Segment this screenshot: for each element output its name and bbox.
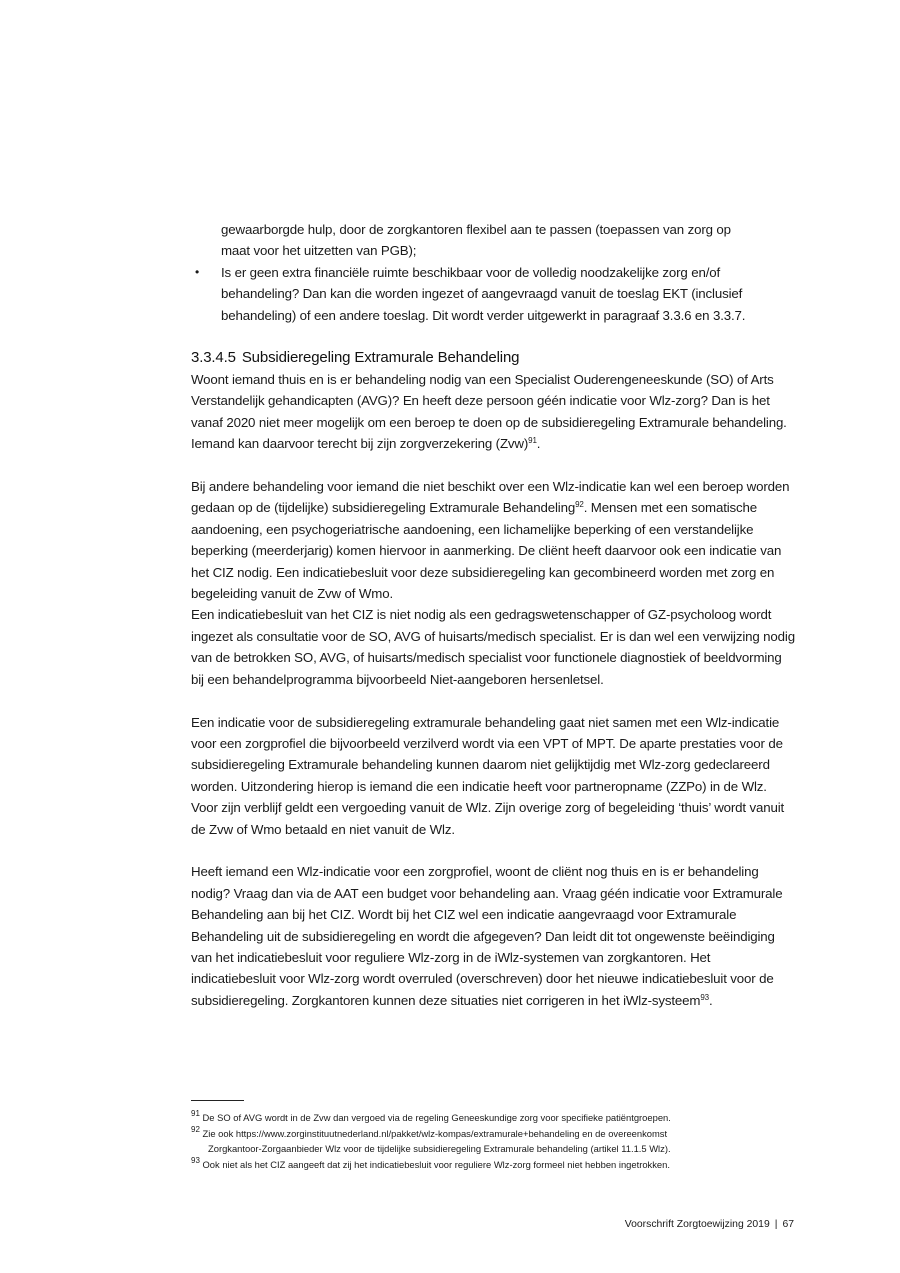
footnotes [191,1100,796,1172]
paragraph-2 [191,476,796,604]
page-body [191,219,796,1011]
footnote-separator [191,1100,244,1101]
bullet-line: Is er geen extra financiële ruimte beschikbaar voor de volledig noodzakelijke zorg en/of [221,264,721,280]
footer-separator: | [774,1219,778,1230]
bullet-line: gewaarborgde hulp, door de zorgkantoren flexibel aan te passen (toepassen van zorg op [221,222,731,237]
footer-title: Voorschrift Zorgtoewijzing 2019 [624,1219,770,1230]
paragraph-3: Een indicatiebesluit van het CIZ is niet nodig als een gedragswetenschapper of GZ-psycholoog wordt ingezet als consultatie voor de SO, AVG of huisarts/medisch specialist. Er is dan wel een verwijzing nodig van de betrokken SO, AVG, of huisarts/medisch specialist voor functionele diagnostiek of beeldvorming bij een behandelprogramma bijvoorbeeld Niet-aangeboren hersenletsel. [191,607,795,687]
footnote-number: 93 [191,1155,200,1165]
footnote-number: 91 [191,1109,200,1118]
bullet-line: behandeling) of een andere toeslag. Dit wordt verder uitgewerkt in paragraaf 3.3.6 en 3.3.7. [221,307,746,323]
bullet-item [191,262,796,326]
paragraph-text: Bij andere behandeling voor iemand die niet beschikt over een Wlz-indicatie kan wel een beroep worden gedaan op de (tijdelijke) subsidieregeling Extramurale Behandeling [191,479,790,516]
footnote-link-text[interactable]: Zie ook https://www.zorginstituutnederland.nl/pakket/wlz-kompas/extramurale+behandeling en de overeenkomst [202,1127,668,1139]
section-heading [191,347,796,369]
bullet-list [191,219,796,326]
bullet-line: maat voor het uitzetten van PGB); [221,243,417,259]
footnote-93 [191,1157,796,1173]
section-title: Subsidieregeling Extramurale Behandeling [241,349,520,367]
footnote-ref-91[interactable]: 91 [528,436,537,446]
footnote-text: Zorgkantoor-Zorgaanbieder Wlz voor de tijdelijke subsidieregeling Extramurale behandeling (artikel 11.1.5 Wlz). [208,1143,671,1154]
paragraph-4: Een indicatie voor de subsidieregeling extramurale behandeling gaat niet samen met een Wlz-indicatie voor een zorgprofiel die bijvoorbeeld verzilverd wordt via een VPT of MPT. De aparte prestaties voor de subsidieregeling Extramurale behandeling kunnen daarom niet gelijktijdig met Wlz-zorg gedeclareerd worden. Uitzondering hierop is iemand die een indicatie heeft voor partneropname (ZZPo) in de Wlz. Voor zijn verblijf geldt een vergoeding vanuit de Wlz. Zijn overige zorg of begeleiding ‘thuis’ wordt vanuit de Zvw of Wmo betaald en niet vanuit de Wlz. [191,714,785,837]
paragraph-1 [191,369,796,455]
section-number: 3.3.4.5 [191,349,236,367]
footnote-ref-92[interactable]: 92 [575,500,584,510]
paragraph-end: . [536,436,541,452]
paragraph-text: . Mensen met een somatische aandoening, een psychogeriatrische aandoening, een lichamelijke beperking of een verstandelijke beperking (meerderjarig) komen hiervoor in aanmerking. De cliënt heeft daarvoor ook een indicatie van het CIZ nodig. Een indicatiebesluit voor deze subsidieregeling kan gecombineerd worden met zorg en begeleiding vanuit de Zvw of Wmo. [191,500,782,602]
footnote-ref-93[interactable]: 93 [700,992,709,1002]
paragraph-end: . [708,992,713,1008]
paragraph-text: Heeft iemand een Wlz-indicatie voor een zorgprofiel, woont de cliënt nog thuis en is er behandeling nodig? Vraag dan via de AAT een budget voor behandeling aan. Vraag géén indicatie voor Extramurale Behandeling aan bij het CIZ. Wordt bij het CIZ wel een indicatie aangevraagd voor Extramurale Behandeling uit de subsidieregeling en wordt die afgegeven? Dan leidt dit tot ongewenste beëindiging van het indicatiebesluit voor reguliere Wlz-zorg in de iWlz-systemen van zorgkantoren. Het indicatiebesluit voor Wlz-zorg wordt overruled (overschreven) door het nieuwe indicatiebesluit voor de subsidieregeling. Zorgkantoren kunnen deze situaties niet corrigeren in het iWlz-systeem [191,864,783,1008]
bullet-line: behandeling? Dan kan die worden ingezet of aangevraagd vanuit de toeslag EKT (inclusief [221,286,743,302]
page-footer [625,1219,794,1230]
bullet-item-continuation [191,219,796,262]
bullet-icon: • [195,264,200,279]
paragraph-text: Woont iemand thuis en is er behandeling nodig van een Specialist Ouderengeneeskunde (SO) of Arts Verstandelijk gehandicapten (AVG)? En heeft deze persoon géén indicatie voor Wlz-zorg? Dan is het vanaf 2020 niet meer mogelijk om een beroep te doen op de subsidieregeling Extramurale behandeling. Iemand kan daarvoor terecht bij zijn zorgverzekering (Zvw) [191,372,787,452]
footnote-92 [191,1126,796,1157]
footnote-91 [191,1110,796,1126]
footnote-text: De SO of AVG wordt in de Zvw dan vergoed via de regeling Geneeskundige zorg voor specifieke patiëntgroepen. [202,1112,671,1123]
paragraph-5 [191,861,796,1011]
footnote-number: 92 [191,1124,200,1134]
page-number: 67 [782,1219,794,1230]
footnote-text: Ook niet als het CIZ aangeeft dat zij het indicatiebesluit voor reguliere Wlz-zorg formeel niet hebben ingetrokken. [202,1158,670,1170]
